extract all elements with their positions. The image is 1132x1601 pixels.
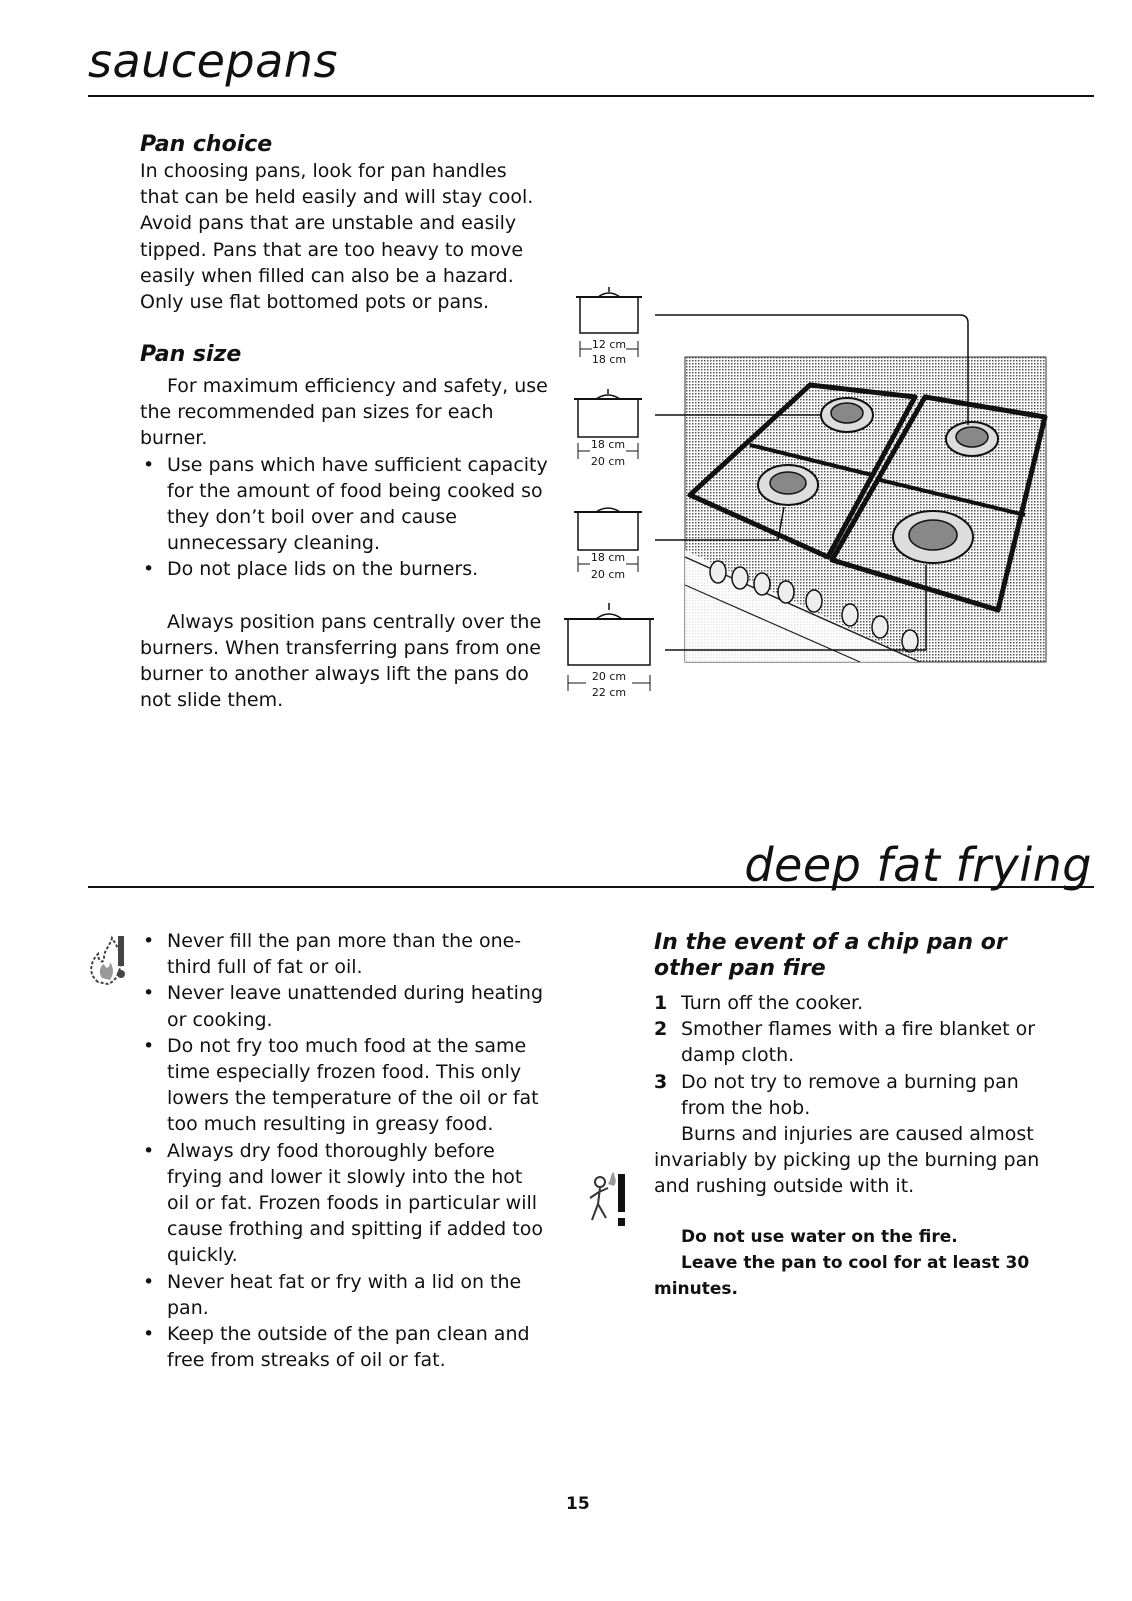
burner-back-left [821,398,873,432]
pan-size-section [140,342,550,713]
flame-warning-icon [84,928,134,992]
step-number: 2 [654,1018,668,1041]
pan-size-3-min: 18 cm [590,551,626,564]
warning-cool-pan: Leave the pan to cool for at least 30 minutes. [654,1253,1030,1299]
pan-size-intro: For maximum efficiency and safety, use the recommended pan sizes for each burner. [140,375,548,450]
list-item: • Do not place lids on the burners. [140,556,550,582]
saucepans-title: saucepans [88,34,338,88]
fire-warning-box [654,1224,1064,1302]
pan-size-1-min: 12 cm [591,338,627,351]
page-number: 15 [566,1494,590,1514]
pan-icon-1 [576,287,642,333]
title-rule-saucepans [88,95,1094,97]
pan-choice-heading: Pan choice [140,132,273,157]
list-item [654,1069,1064,1121]
burner-front-right [893,511,973,563]
list-item: • Do not fry too much food at the same time especially frozen food. This only lowers the temperature of the oil or fat too much resulting in greasy food. [140,1033,550,1138]
step-text: Turn off the cooker. [681,992,864,1014]
chip-pan-fire-section [654,930,1064,1200]
list-item: • Never fill the pan more than the one-third full of fat or oil. [140,928,550,980]
list-item: • Never leave unattended during heating or cooking. [140,980,550,1032]
pan-choice-section [140,132,550,315]
list-item: • Keep the outside of the pan clean and free from streaks of oil or fat. [140,1321,550,1373]
pan-size-2-min: 18 cm [590,438,626,451]
frying-safety-section [140,928,550,1373]
chip-pan-fire-heading: In the event of a chip pan or other pan fire [654,930,1007,981]
hob-pan-size-figure [560,285,1060,709]
step-text: Do not try to remove a burning pan from the hob. [681,1070,1019,1119]
pan-size-3-max: 20 cm [590,568,626,581]
chip-pan-fire-note: Burns and injuries are caused almost invariably by picking up the burning pan and rushing outside with it. [654,1123,1040,1198]
chip-pan-fire-steps [654,990,1064,1121]
frying-bullets [140,928,550,1373]
pan-choice-text: In choosing pans, look for pan handles that can be held easily and will stay cool. Avoid pans that are unstable and easily tipped. Pans that are too heavy to move easily when filled can also be a hazard. Only use flat bottomed pots or pans. [140,160,534,314]
title-rule-deep-fat-frying [88,886,1094,888]
list-item [654,990,1064,1016]
pan-size-4-max: 22 cm [591,686,627,699]
warning-no-water: Do not use water on the fire. [681,1227,958,1247]
pan-icon-4 [564,603,654,665]
pan-size-2-max: 20 cm [590,455,626,468]
person-fire-warning-icon [586,1170,636,1236]
burner-front-left [758,465,818,505]
burner-back-right [946,422,998,456]
pan-size-closing: Always position pans centrally over the burners. When transferring pans from one burner to another always lift the pans do not slide them. [140,610,542,712]
pan-size-4-min: 20 cm [591,670,627,683]
deep-fat-frying-title: deep fat frying [744,838,1092,892]
hob-illustration [560,285,1060,705]
pan-icon-2 [574,389,642,437]
list-item: • Use pans which have sufficient capacity for the amount of food being cooked so they don’t boil over and cause unnecessary cleaning. [140,452,550,557]
list-item: • Never heat fat or fry with a lid on the pan. [140,1269,550,1321]
step-number: 1 [654,992,668,1014]
pan-size-heading: Pan size [140,342,242,367]
step-number: 3 [654,1070,668,1093]
pan-size-1-max: 18 cm [591,353,627,366]
list-item [654,1016,1064,1068]
list-item: • Always dry food thoroughly before frying and lower it slowly into the hot oil or fat. Frozen foods in particular will cause frothing and spitting if added too quickly. [140,1138,550,1269]
pan-size-bullets [140,452,550,583]
step-text: Smother flames with a fire blanket or damp cloth. [681,1018,1036,1067]
